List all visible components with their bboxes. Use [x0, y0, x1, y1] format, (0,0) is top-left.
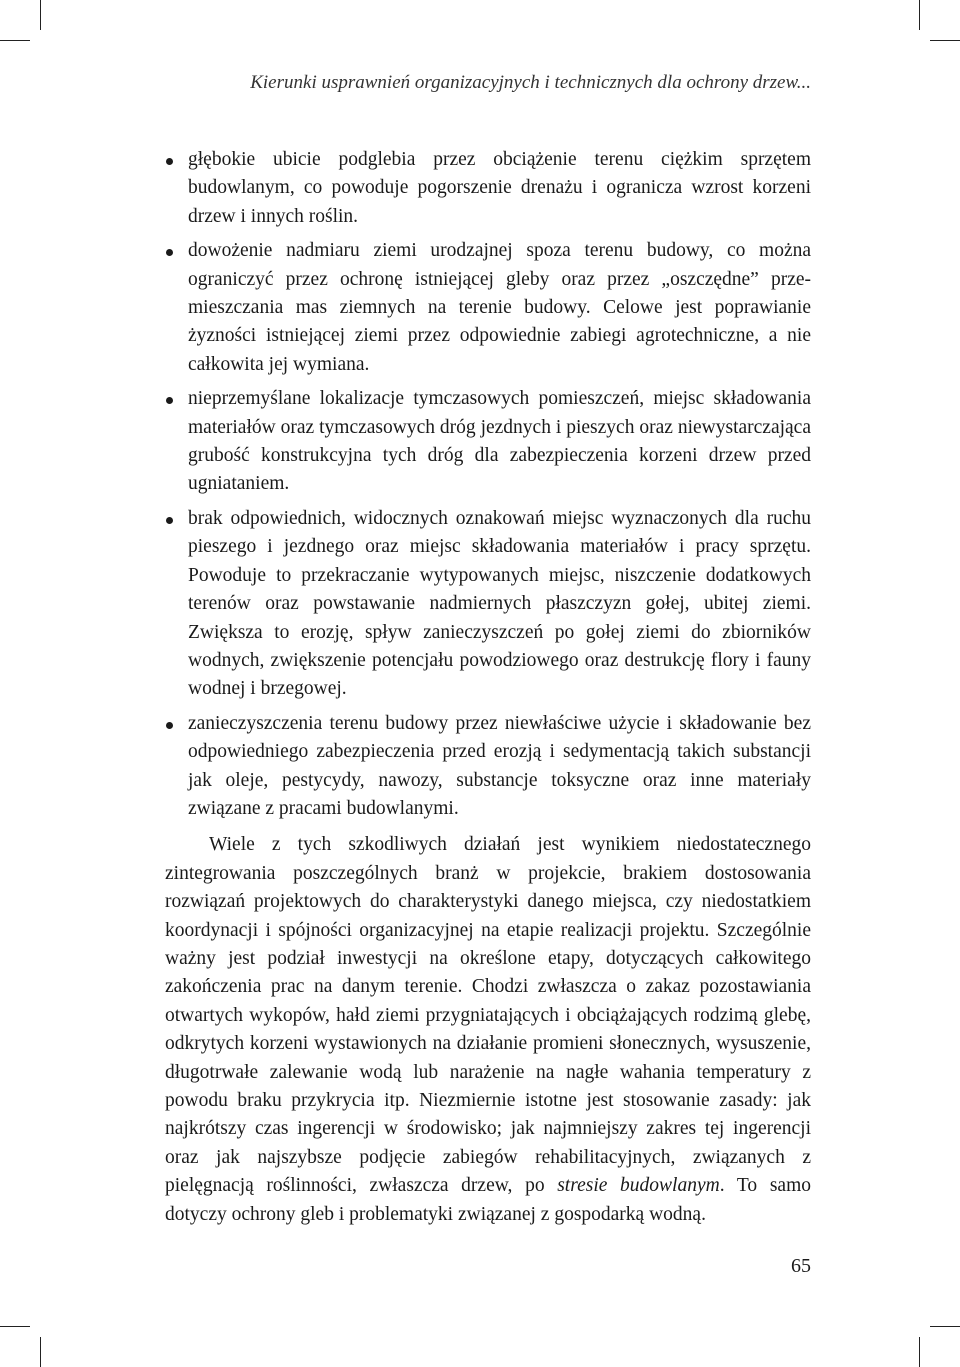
list-item — [165, 385, 811, 499]
bullet-dot-icon — [166, 517, 173, 524]
paragraph-text: Wiele z tych szkodliwych działań jest wynikiem niedostatecznego zintegrowania poszczególnych branż w projekcie, brakiem dostosowania rozwiązań projektowych do charakterystyki danego miejsca, czy niedostatkiem koordynacji i spójności organizacyjnej na etapie realizacji projektu. Szczególnie ważny jest podział inwestycji na określone etapy, dotyczących całkowitego zakończenia prac na danym terenie. Chodzi zwłaszcza o zakaz pozostawiania otwartych wykopów, hałd ziemi przygniatających i obciążających rodzimą glebę, odkrytych korzeni wystawionych na działanie promieni słonecznych, wysuszenie, długotrwałe zalewanie wodą lub narażenie na nagłe wahania temperatury z powodu braku przykrycia itp. Niezmiernie istotne jest stosowanie zasady: jak najkrótszy czas ingerencji w środowisko; jak najmniejszy zakres tej ingerencji oraz jak najszybsze podjęcie zabiegów rehabilitacyjnych, związanych z pielęgnacją roślinności, zwłaszcza drzew, po — [165, 834, 811, 1197]
list-item-text: zanieczyszczenia terenu budowy przez niewłaściwe użycie i składowanie bez odpowiedniego zabezpieczenia przed erozją i sedymentacją takich substancji jak oleje, pestycydy, nawozy, substancje toksyczne oraz inne materiały związane z pracami budowlanymi. — [188, 712, 811, 819]
page-body — [165, 146, 811, 1229]
list-item-text: głębokie ubicie podglebia przez obciążenie terenu ciężkim sprzętem budowlanym, co powoduje pogorszenie drenażu i ogranicza wzrost korzeni drzew i innych roślin. — [188, 149, 811, 227]
crop-mark-top-right-h — [930, 40, 960, 41]
list-item-text: brak odpowiednich, widocznych oznakowań miejsc wyznaczonych dla ruchu pieszego i jezdnego oraz miejsc składowania materiałów i pracy sprzętu. Powoduje to przekraczanie wytypowanych miejsc, niszczenie dodatkowych terenów oraz powstawanie nadmiernych płaszczyzn gołej, ubitej ziemi. Zwiększa to erozję, spływ zanieczyszczeń po gołej ziemi do zbiorników wodnych, zwiększenie potencjału powodziowego oraz destrukcję flory i fauny wodnej i brzegowej. — [188, 507, 811, 700]
list-item — [165, 505, 811, 704]
body-paragraph — [165, 831, 811, 1229]
bullet-list — [165, 146, 811, 823]
crop-mark-bottom-left — [40, 1337, 41, 1367]
page-number: 65 — [791, 1255, 811, 1277]
list-item — [165, 710, 811, 824]
crop-mark-top-left-h — [0, 40, 30, 41]
bullet-dot-icon — [166, 249, 173, 256]
crop-mark-bottom-left-h — [0, 1326, 30, 1327]
crop-mark-bottom-right — [919, 1337, 920, 1367]
paragraph-text-end: . To samo dotyczy ochrony gleb i problematyki związanej z gospodarką wodną. — [165, 1175, 811, 1225]
list-item-text: dowożenie nadmiaru ziemi urodzajnej spoza terenu budowy, co można ograniczyć przez ochronę istniejącej gleby oraz przez „oszczędne” przemieszczania mas ziemnych na terenie budowy. Celowe jest poprawianie żyzności istniejącej ziemi przez odpowiednie zabiegi agrotechniczne, a nie całkowita jej wymiana. — [188, 240, 811, 375]
paragraph-italic-term: stresie budowlanym — [557, 1175, 720, 1197]
bullet-dot-icon — [166, 158, 173, 165]
bullet-dot-icon — [166, 722, 173, 729]
bullet-dot-icon — [166, 397, 173, 404]
list-item — [165, 146, 811, 231]
list-item — [165, 237, 811, 379]
crop-mark-bottom-right-h — [930, 1326, 960, 1327]
crop-mark-top-right — [919, 0, 920, 30]
running-header: Kierunki usprawnień organizacyjnych i technicznych dla ochrony drzew... — [250, 72, 811, 93]
list-item-text: nieprzemyślane lokalizacje tymczasowych pomieszczeń, miejsc składowania materiałów oraz tymczasowych dróg jezdnych i pieszych oraz niewystarczająca grubość konstrukcyjna tych dróg dla zabezpieczenia korzeni drzew przed ugniataniem. — [188, 388, 811, 495]
crop-mark-top-left — [40, 0, 41, 30]
